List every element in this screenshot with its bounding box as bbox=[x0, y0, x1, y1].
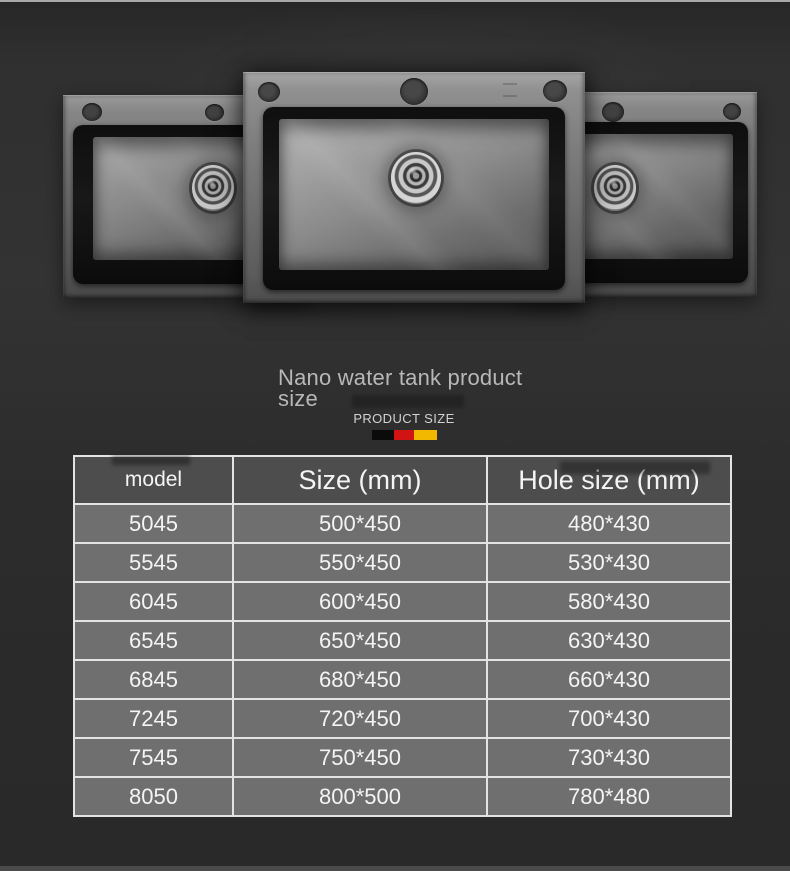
size-cell: 550*450 bbox=[233, 543, 487, 582]
top-edge-strip bbox=[0, 0, 790, 2]
model-cell: 6545 bbox=[74, 621, 233, 660]
section-subtitle: PRODUCT SIZE bbox=[353, 411, 455, 426]
drain-icon bbox=[391, 152, 441, 204]
covered-text-smudge bbox=[112, 456, 190, 465]
hole-size-header: Hole size (mm) bbox=[487, 456, 731, 504]
faucet-hole-icon bbox=[400, 78, 428, 105]
model-header: model bbox=[74, 456, 233, 504]
table-row bbox=[74, 504, 731, 543]
faucet-hole-icon bbox=[602, 102, 624, 122]
hole-size-cell: 480*430 bbox=[487, 504, 731, 543]
model-cell: 7545 bbox=[74, 738, 233, 777]
flag-black-segment bbox=[372, 430, 394, 440]
hole-size-cell: 780*480 bbox=[487, 777, 731, 816]
size-cell: 750*450 bbox=[233, 738, 487, 777]
model-cell: 7245 bbox=[74, 699, 233, 738]
model-cell: 5545 bbox=[74, 543, 233, 582]
size-cell: 800*500 bbox=[233, 777, 487, 816]
drain-icon bbox=[594, 165, 636, 211]
hole-size-cell: 530*430 bbox=[487, 543, 731, 582]
size-header: Size (mm) bbox=[233, 456, 487, 504]
bottom-edge-strip bbox=[0, 866, 790, 871]
size-cell: 720*450 bbox=[233, 699, 487, 738]
section-title-line1: Nano water tank product bbox=[278, 365, 523, 390]
model-cell: 5045 bbox=[74, 504, 233, 543]
size-cell: 650*450 bbox=[233, 621, 487, 660]
model-cell: 6045 bbox=[74, 582, 233, 621]
covered-text-smudge bbox=[560, 461, 710, 474]
spec-table-container bbox=[73, 455, 732, 817]
flag-red-segment bbox=[394, 430, 414, 440]
size-cell: 600*450 bbox=[233, 582, 487, 621]
size-spec-table bbox=[73, 455, 732, 817]
size-cell: 680*450 bbox=[233, 660, 487, 699]
table-row bbox=[74, 660, 731, 699]
drain-icon bbox=[192, 165, 234, 211]
faucet-hole-icon bbox=[543, 80, 567, 102]
hole-size-cell: 630*430 bbox=[487, 621, 731, 660]
flag-color-bar bbox=[372, 430, 437, 440]
section-title-line2: size bbox=[278, 386, 318, 411]
size-cell: 500*450 bbox=[233, 504, 487, 543]
hole-size-cell: 660*430 bbox=[487, 660, 731, 699]
model-cell: 8050 bbox=[74, 777, 233, 816]
table-row bbox=[74, 738, 731, 777]
brand-mark bbox=[503, 83, 517, 97]
sink-image-center bbox=[243, 72, 585, 303]
hole-size-cell: 730*430 bbox=[487, 738, 731, 777]
hole-size-cell: 700*430 bbox=[487, 699, 731, 738]
table-row bbox=[74, 699, 731, 738]
table-row bbox=[74, 621, 731, 660]
model-cell: 6845 bbox=[74, 660, 233, 699]
faucet-hole-icon bbox=[258, 82, 280, 102]
table-row bbox=[74, 777, 731, 816]
faucet-hole-icon bbox=[205, 104, 224, 121]
hole-size-cell: 580*430 bbox=[487, 582, 731, 621]
faucet-hole-icon bbox=[82, 103, 102, 121]
table-row bbox=[74, 582, 731, 621]
table-row bbox=[74, 543, 731, 582]
section-title bbox=[278, 367, 522, 409]
faucet-hole-icon bbox=[723, 103, 741, 120]
flag-yellow-segment bbox=[414, 430, 437, 440]
